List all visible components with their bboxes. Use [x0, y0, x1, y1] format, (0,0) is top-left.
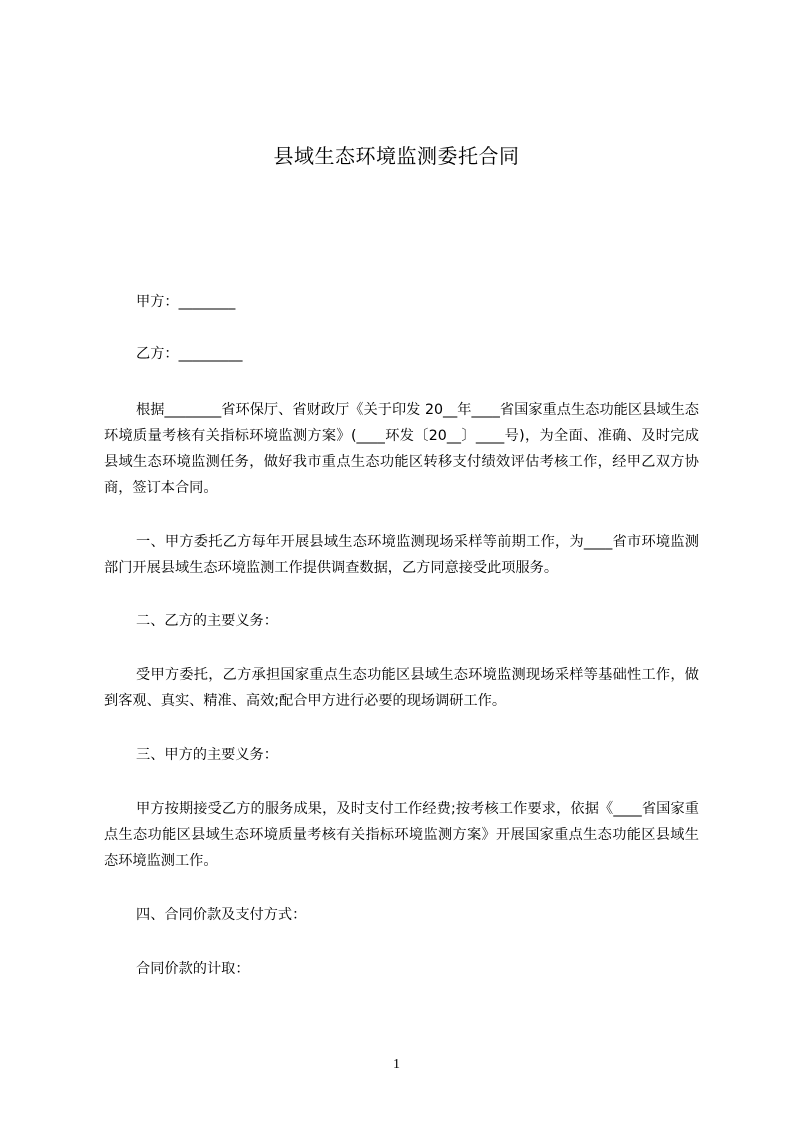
price-calculation-line: 合同价款的计取： [136, 961, 250, 977]
party-a-line: 甲方：________ [136, 294, 236, 310]
clause-4-heading: 四、合同价款及支付方式： [136, 907, 307, 923]
preamble-paragraph: 根据________省环保厅、省财政厅《关于印发 20__年____省国家重点生态功能区县域生态环境质量考核有关指标环境监测方案》(____环发〔20__〕____号)，为全面、准确、及时完成县域生态环境监测任务，做好我市重点生态功能区转移支付绩效评估考核工作，经甲乙双方协商，签订本合同。 [104, 402, 699, 496]
clause-3-body: 甲方按期接受乙方的服务成果，及时支付工作经费;按考核工作要求，依据《____省国家重点生态功能区县域生态环境质量考核有关指标环境监测方案》开展国家重点生态功能区县域生态环境监测工作。 [104, 801, 699, 869]
clause-3-heading: 三、甲方的主要义务： [136, 747, 278, 763]
page-number: 1 [393, 1057, 400, 1072]
clause-1-paragraph: 一、甲方委托乙方每年开展县域生态环境监测现场采样等前期工作，为____省市环境监测部门开展县域生态环境监测工作提供调查数据，乙方同意接受此项服务。 [104, 534, 699, 576]
clause-2-body: 受甲方委托，乙方承担国家重点生态功能区县域生态环境监测现场采样等基础性工作，做到客观、真实、精准、高效;配合甲方进行必要的现场调研工作。 [104, 667, 699, 709]
document-title: 县域生态环境监测委托合同 [273, 144, 520, 168]
party-b-line: 乙方：_________ [136, 346, 243, 362]
clause-2-heading: 二、乙方的主要义务： [136, 613, 278, 629]
